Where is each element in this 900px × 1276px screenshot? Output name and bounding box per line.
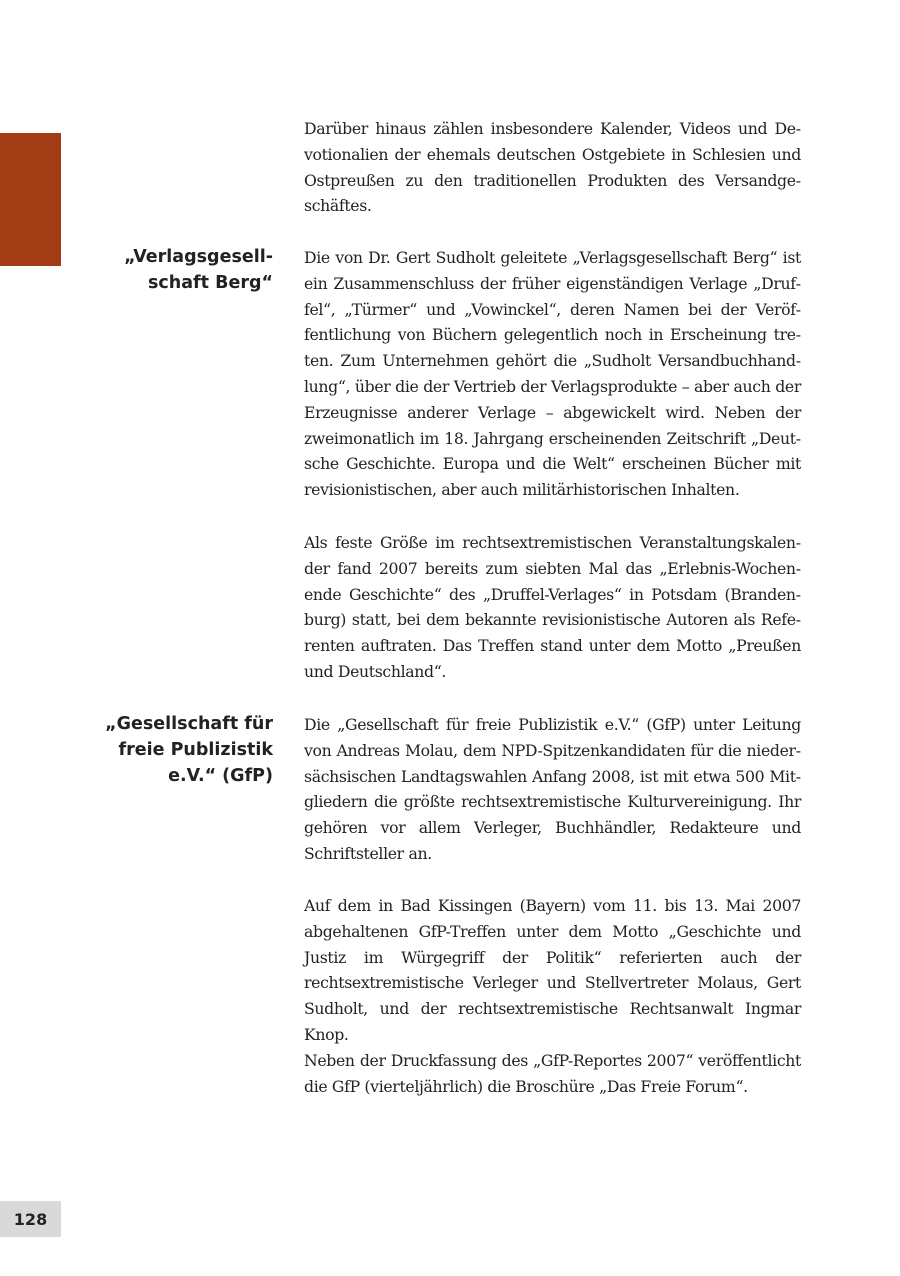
paragraph: Neben der Druckfassung des „GfP-Reportes 2007“ veröffentlicht die GfP (vierteljährlich) die Broschüre „Das Freie Forum“. — [304, 1050, 801, 1096]
intro-text — [304, 116, 801, 219]
section-text-gfp-treffen — [304, 893, 801, 1099]
section-heading-gfp: „Gesellschaft für freie Publizistik e.V.“ (GfP) — [105, 714, 273, 786]
paragraph: Als feste Größe im rechtsextremistischen Veranstaltungskalender fand 2007 bereits zum siebten Mal das „Erlebnis-Wochenende Geschichte“ des „Druffel-Verlages“ in Potsdam (Brandenburg) statt, bei dem bekannte revisionistische Autoren als Referenten auftraten. Das Treffen stand unter dem Motto „Preußen und Deutschland“. — [304, 533, 801, 681]
section-text-gfp — [304, 712, 801, 867]
page-number: 128 — [0, 1201, 61, 1237]
section-text-erlebnis-wochenende — [304, 530, 801, 685]
chapter-accent-bar — [0, 133, 61, 266]
paragraph: Die „Gesellschaft für freie Publizistik e.V.“ (GfP) unter Leitung von Andreas Molau, dem NPD-Spitzenkandidaten für die niedersächsischen Landtagswahlen Anfang 2008, ist mit etwa 500 Mitgliedern die größte rechtsextremistische Kulturvereinigung. Ihr gehören vor allem Verleger, Buchhändler, Redakteure und Schriftsteller an. — [304, 715, 801, 863]
section-text-verlagsgesellschaft-berg — [304, 245, 801, 503]
paragraph: Die von Dr. Gert Sudholt geleitete „Verlagsgesellschaft Berg“ ist ein Zusammenschluss der früher eigenständigen Verlage „Druffel“, „Türmer“ und „Vowinckel“, deren Namen bei der Veröffentlichung von Büchern gelegentlich noch in Erscheinung treten. Zum Unternehmen gehört die „Sudholt Versandbuchhandlung“, über die der Vertrieb der Verlagsprodukte – aber auch der Erzeugnisse anderer Verlage – abgewickelt wird. Neben der zweimonatlich im 18. Jahrgang erscheinenden Zeitschrift „Deutsche Geschichte. Europa und die Welt“ erscheinen Bücher mit revisionistischen, aber auch militärhistorischen Inhalten. — [304, 248, 801, 500]
paragraph: Darüber hinaus zählen insbesondere Kalender, Videos und Devotionalien der ehemals deutschen Ostgebiete in Schlesien und Ostpreußen zu den traditionellen Produkten des Versandgeschäftes. — [304, 119, 801, 216]
paragraph: Auf dem in Bad Kissingen (Bayern) vom 11. bis 13. Mai 2007 abgehaltenen GfP-Treffen unter dem Motto „Geschichte und Justiz im Würgegriff der Politik“ referierten auch der rechtsextremistische Verleger und Stellvertreter Molaus, Gert Sudholt, und der rechtsextremistische Rechtsanwalt Ingmar Knop. — [304, 896, 801, 1044]
section-heading-verlagsgesellschaft-berg: „Verlagsgesell- schaft Berg“ — [124, 247, 273, 293]
